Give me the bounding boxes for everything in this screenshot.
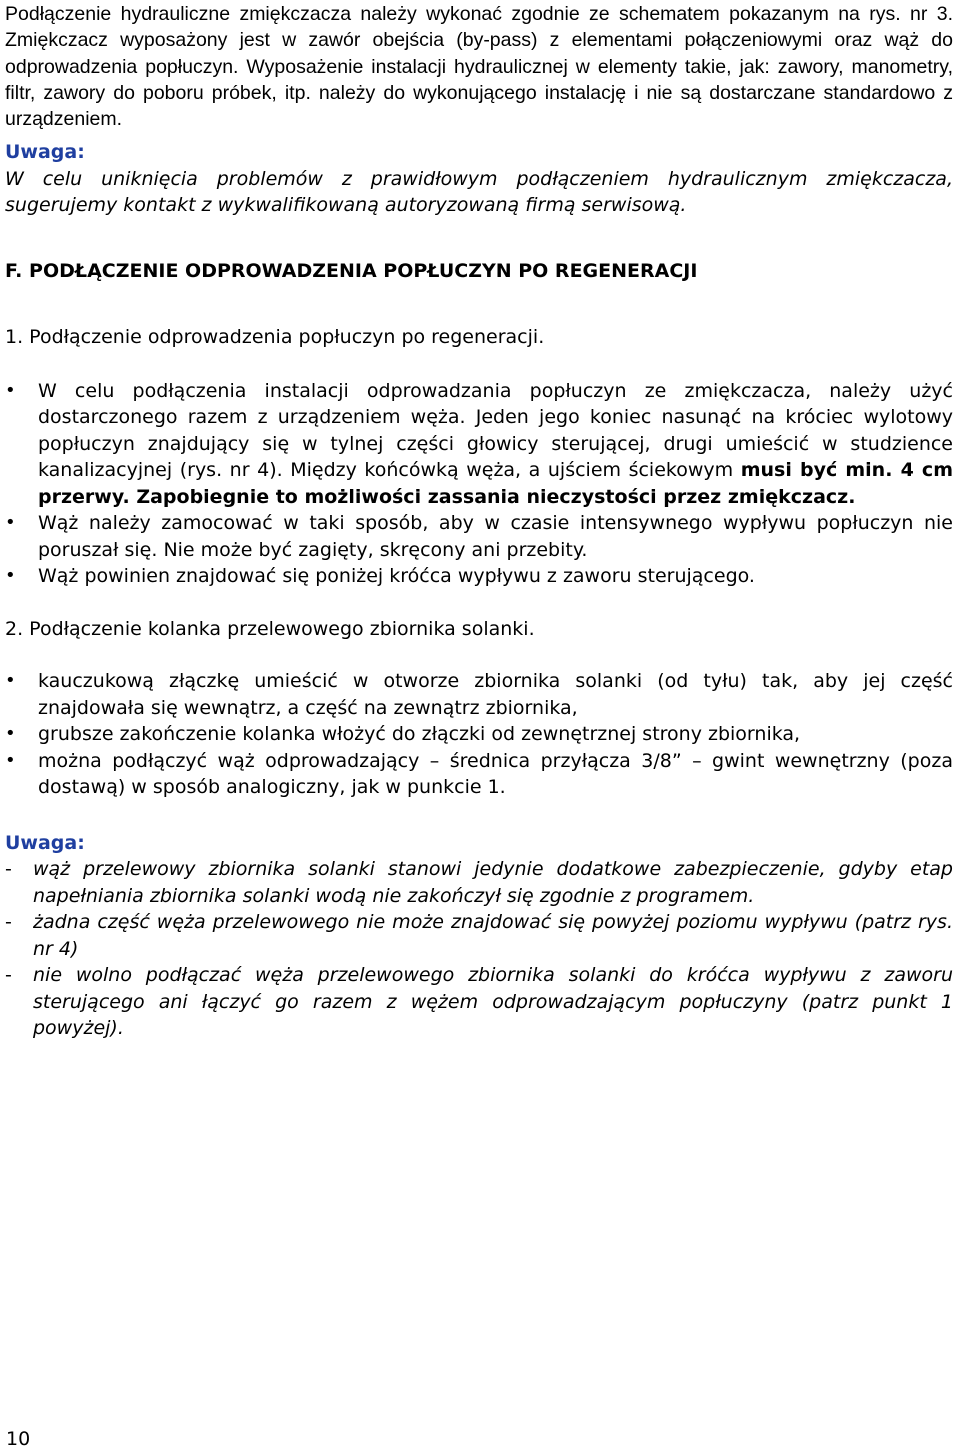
bullet-text: W celu podłączenia instalacji odprowadzania popłuczyn ze zmiękczacza, należy użyć dostarczonego razem z urządzeniem węża. Jeden jego koniec nasunąć na króciec wylotowy popłuczyn znajdujący się w tylnej części głowicy sterującej, drugi umieścić w studzience kanalizacyjnej (rys. nr 4). Między końcówką węża, a ujściem ściekowym xyxy=(38,379,953,482)
bullet-text: można podłączyć wąż odprowadzający – średnica przyłącza 3/8” – gwint wewnętrzny (poza dostawą) w sposób analogiczny, jak w punkcie 1. xyxy=(38,749,953,799)
note-block-2 xyxy=(5,830,953,1042)
note-block-1 xyxy=(5,139,953,219)
list-item xyxy=(5,721,953,748)
bullet-text: Wąż należy zamocować w taki sposób, aby w czasie intensywnego wypływu popłuczyn nie poruszał się. Nie może być zagięty, skręcony ani przebity. xyxy=(38,512,953,561)
bullet-text: grubsze zakończenie kolanka włożyć do złączki od zewnętrznej strony zbiornika, xyxy=(38,723,801,746)
intro-paragraph: Podłączenie hydrauliczne zmiękczacza należy wykonać zgodnie ze schematem pokazanym na rys. nr 3. Zmiękczacz wyposażony jest w zawór obejścia (by-pass) z elementami połączeniowymi oraz wąż do odprowadzenia popłuczyn. Wyposażenie instalacji hydraulicznej w elementy takie, jak: zawory, manometry, filtr, zawory do poboru próbek, itp. należy do wykonującego instalację i nie są dostarczane standardowo z urządzeniem. xyxy=(5,3,953,131)
list-item xyxy=(5,668,953,721)
list-item: - wąż przelewowy zbiornika solanki stanowi jedynie dodatkowe zabezpieczenie, gdyby etap napełniania zbiornika solanki wodą nie zakończył się zgodnie z programem. xyxy=(5,856,953,909)
document-page xyxy=(5,1,953,1042)
section-heading: F. PODŁĄCZENIE ODPROWADZENIA POPŁUCZYN PO REGENERACJI xyxy=(5,259,698,282)
list-item: - nie wolno podłączać węża przelewowego zbiornika solanki do króćca wypływu z zaworu sterującego ani łączyć go razem z wężem odprowadzającym popłuczyny (patrz punkt 1 powyżej). xyxy=(5,962,953,1042)
list-item xyxy=(5,748,953,801)
note-text: W celu uniknięcia problemów z prawidłowym podłączeniem hydraulicznym zmiękczacza, sugerujemy kontakt z wykwalifikowaną autoryzowaną firmą serwisową. xyxy=(5,167,953,217)
bullet-text: Wąż powinien znajdować się poniżej króćca wypływu z zaworu sterującego. xyxy=(38,565,755,588)
item-2-title: 2. Podłączenie kolanka przelewowego zbiornika solanki. xyxy=(5,617,535,640)
item-2-bullets xyxy=(5,668,953,801)
note-label: Uwaga: xyxy=(5,141,85,164)
list-item xyxy=(5,563,953,590)
bullet-text: kauczukową złączkę umieścić w otworze zbiornika solanki (od tyłu) tak, aby jej część znajdowała się wewnątrz, a część na zewnątrz zbiornika, xyxy=(38,670,953,719)
list-item xyxy=(5,378,953,511)
item-1-bullets xyxy=(5,378,953,590)
list-item xyxy=(5,510,953,563)
list-item: - żadna część węża przelewowego nie może znajdować się powyżej poziomu wypływu (patrz rys. nr 4) xyxy=(5,909,953,962)
item-1-title: 1. Podłączenie odprowadzenia popłuczyn po regeneracji. xyxy=(5,326,545,349)
bullet-emphasis: musi być min. 4 cm przerwy. xyxy=(38,459,953,508)
note-list xyxy=(5,856,953,1042)
bullet-emphasis-2: Zapobiegnie to możliwości zassania nieczystości przez zmiękczacz. xyxy=(129,485,856,508)
note-label: Uwaga: xyxy=(5,831,85,854)
page-number: 10 xyxy=(6,1428,31,1450)
